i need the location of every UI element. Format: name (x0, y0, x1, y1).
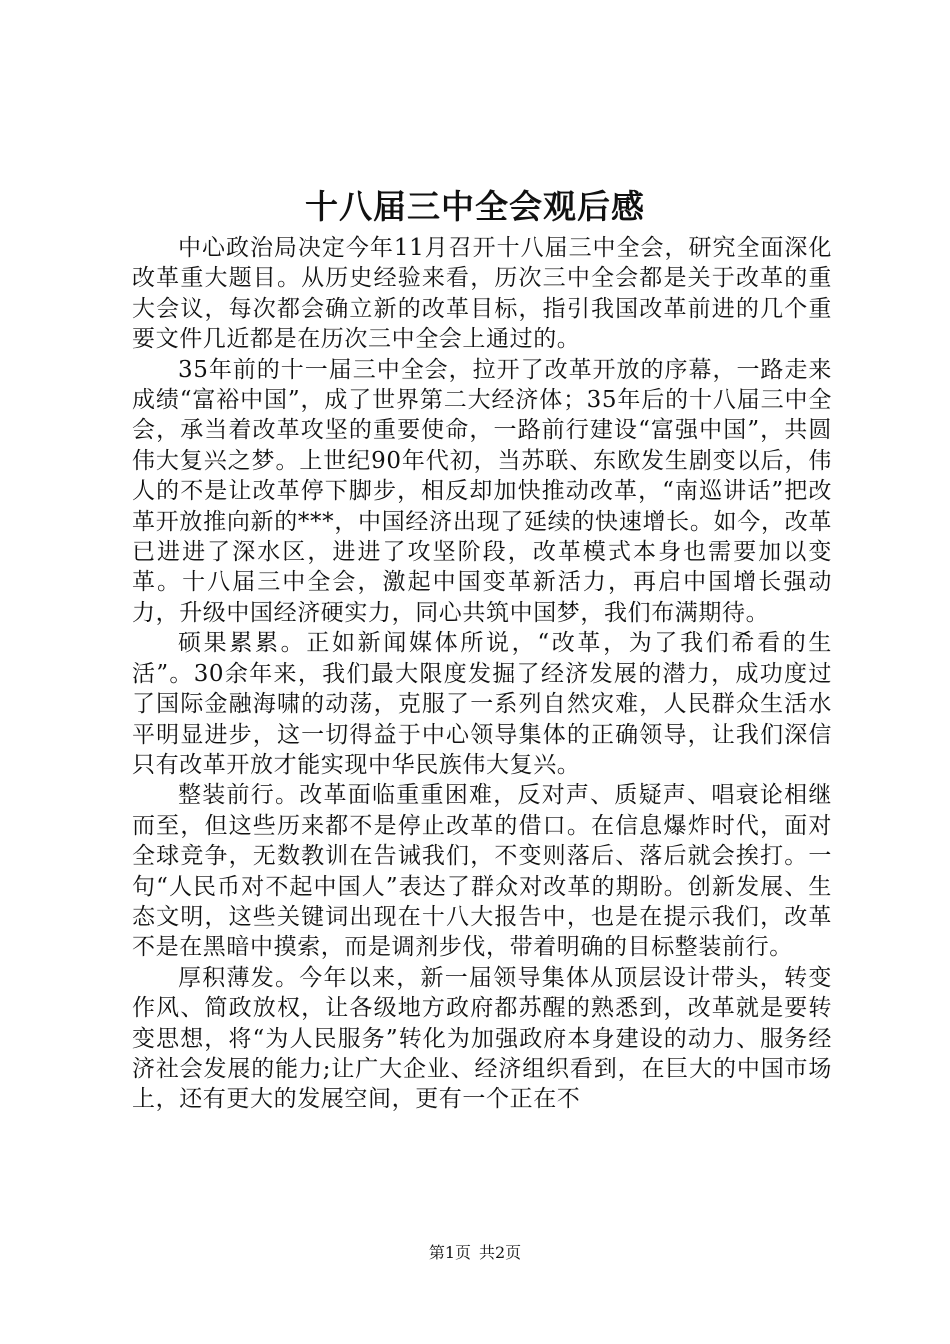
paragraph-2: 35年前的十一届三中全会，拉开了改革开放的序幕，一路走来成绩“富裕中国”，成了世界第二大经济体；35年后的十八届三中全会，承当着改革攻坚的重要使命，一路前行建设“富强中国”，共圆伟大复兴之梦。上世纪90年代初，当苏联、东欧发生剧变以后，伟人的不是让改革停下脚步，相反却加快推动改革，“南巡讲话”把改革开放推向新的***，中国经济出现了延续的快速增长。如今，改革已进进了深水区，进进了攻坚阶段，改革模式本身也需要加以变革。十八届三中全会，激起中国变革新活力，再启中国增长强动力，升级中国经济硬实力，同心共筑中国梦，我们布满期待。 (132, 356, 832, 626)
paragraph-5: 厚积薄发。今年以来，新一届领导集体从顶层设计带头，转变作风、简政放权，让各级地方政府都苏醒的熟悉到，改革就是要转变思想，将“为人民服务”转化为加强政府本身建设的动力、服务经济社会发展的能力;让广大企业、经济组织看到，在巨大的中国市场上，还有更大的发展空间，更有一个正在不 (132, 964, 832, 1113)
page-total: 共2页 (479, 1243, 522, 1262)
paragraph-1: 中心政治局决定今年11月召开十八届三中全会，研究全面深化改革重大题目。从历史经验来看，历次三中全会都是关于改革的重大会议，每次都会确立新的改革目标，指引我国改革前进的几个重要文件几近都是在历次三中全会上通过的。 (132, 235, 832, 353)
document-body (132, 233, 832, 1115)
document-title: 十八届三中全会观后感 (305, 187, 645, 226)
page-number: 第1页 (428, 1243, 471, 1262)
paragraph-4: 整装前行。改革面临重重困难，反对声、质疑声、唱衰论相继而至，但这些历来都不是停止改革的借口。在信息爆炸时代，面对全球竞争，无数教训在告诫我们，不变则落后、落后就会挨打。一句“人民币对不起中国人”表达了群众对改革的期盼。创新发展、生态文明，这些关键词出现在十八大报告中，也是在提示我们，改革不是在黑暗中摸索，而是调剂步伐，带着明确的目标整装前行。 (132, 782, 832, 961)
page-footer (0, 1241, 950, 1265)
paragraph-3: 硕果累累。正如新闻媒体所说，“改革，为了我们希看的生活”。30余年来，我们最大限度发掘了经济发展的潜力，成功度过了国际金融海啸的动荡，克服了一系列自然灾难，人民群众生活水平明显进步，这一切得益于中心领导集体的正确领导，让我们深信只有改革开放才能实现中华民族伟大复兴。 (132, 630, 832, 778)
